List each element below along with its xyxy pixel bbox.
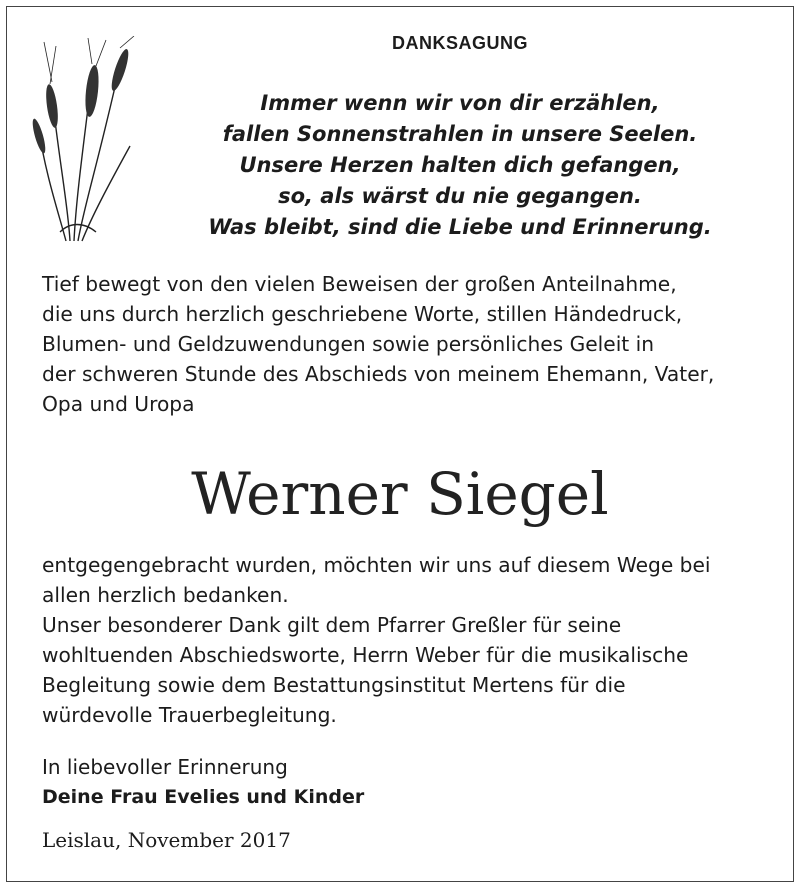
thanks-line: allen herzlich bedanken. xyxy=(42,583,289,607)
place-date: Leislau, November 2017 xyxy=(42,828,291,852)
thanks-line: würdevolle Trauerbegleitung. xyxy=(42,703,337,727)
thanks-line: Unser besonderer Dank gilt dem Pfarrer Greßler für seine xyxy=(42,613,622,637)
wheat-ears-icon xyxy=(30,36,140,246)
poem-line: so, als wärst du nie gegangen. xyxy=(278,184,642,208)
intro-line: Tief bewegt von den vielen Beweisen der großen Anteilnahme, xyxy=(42,272,677,296)
thanks-line: Begleitung sowie dem Bestattungsinstitut Mertens für die xyxy=(42,673,626,697)
intro-line: Blumen- und Geldzuwendungen sowie persönliches Geleit in xyxy=(42,332,655,356)
notice-heading: DANKSAGUNG xyxy=(391,33,528,53)
poem-line: fallen Sonnenstrahlen in unsere Seelen. xyxy=(222,122,698,146)
intro-line: Opa und Uropa xyxy=(42,392,195,416)
intro-line: die uns durch herzlich geschriebene Worte, stillen Händedruck, xyxy=(42,302,683,326)
poem-line: Was bleibt, sind die Liebe und Erinnerung. xyxy=(208,215,712,239)
closing-phrase: In liebevoller Erinnerung xyxy=(42,755,288,779)
thanks-line: wohltuenden Abschiedsworte, Herrn Weber für die musikalische xyxy=(42,643,689,667)
intro-paragraph xyxy=(42,269,782,419)
closing-block xyxy=(42,752,364,812)
thanks-line: entgegengebracht wurden, möchten wir uns auf diesem Wege bei xyxy=(42,553,711,577)
poem xyxy=(200,88,720,243)
thanks-paragraph xyxy=(42,550,782,730)
poem-line: Immer wenn wir von dir erzählen, xyxy=(260,91,660,115)
deceased-name: Werner Siegel xyxy=(191,460,609,528)
intro-line: der schweren Stunde des Abschieds von meinem Ehemann, Vater, xyxy=(42,362,715,386)
poem-line: Unsere Herzen halten dich gefangen, xyxy=(239,153,681,177)
signature: Deine Frau Evelies und Kinder xyxy=(42,786,365,808)
